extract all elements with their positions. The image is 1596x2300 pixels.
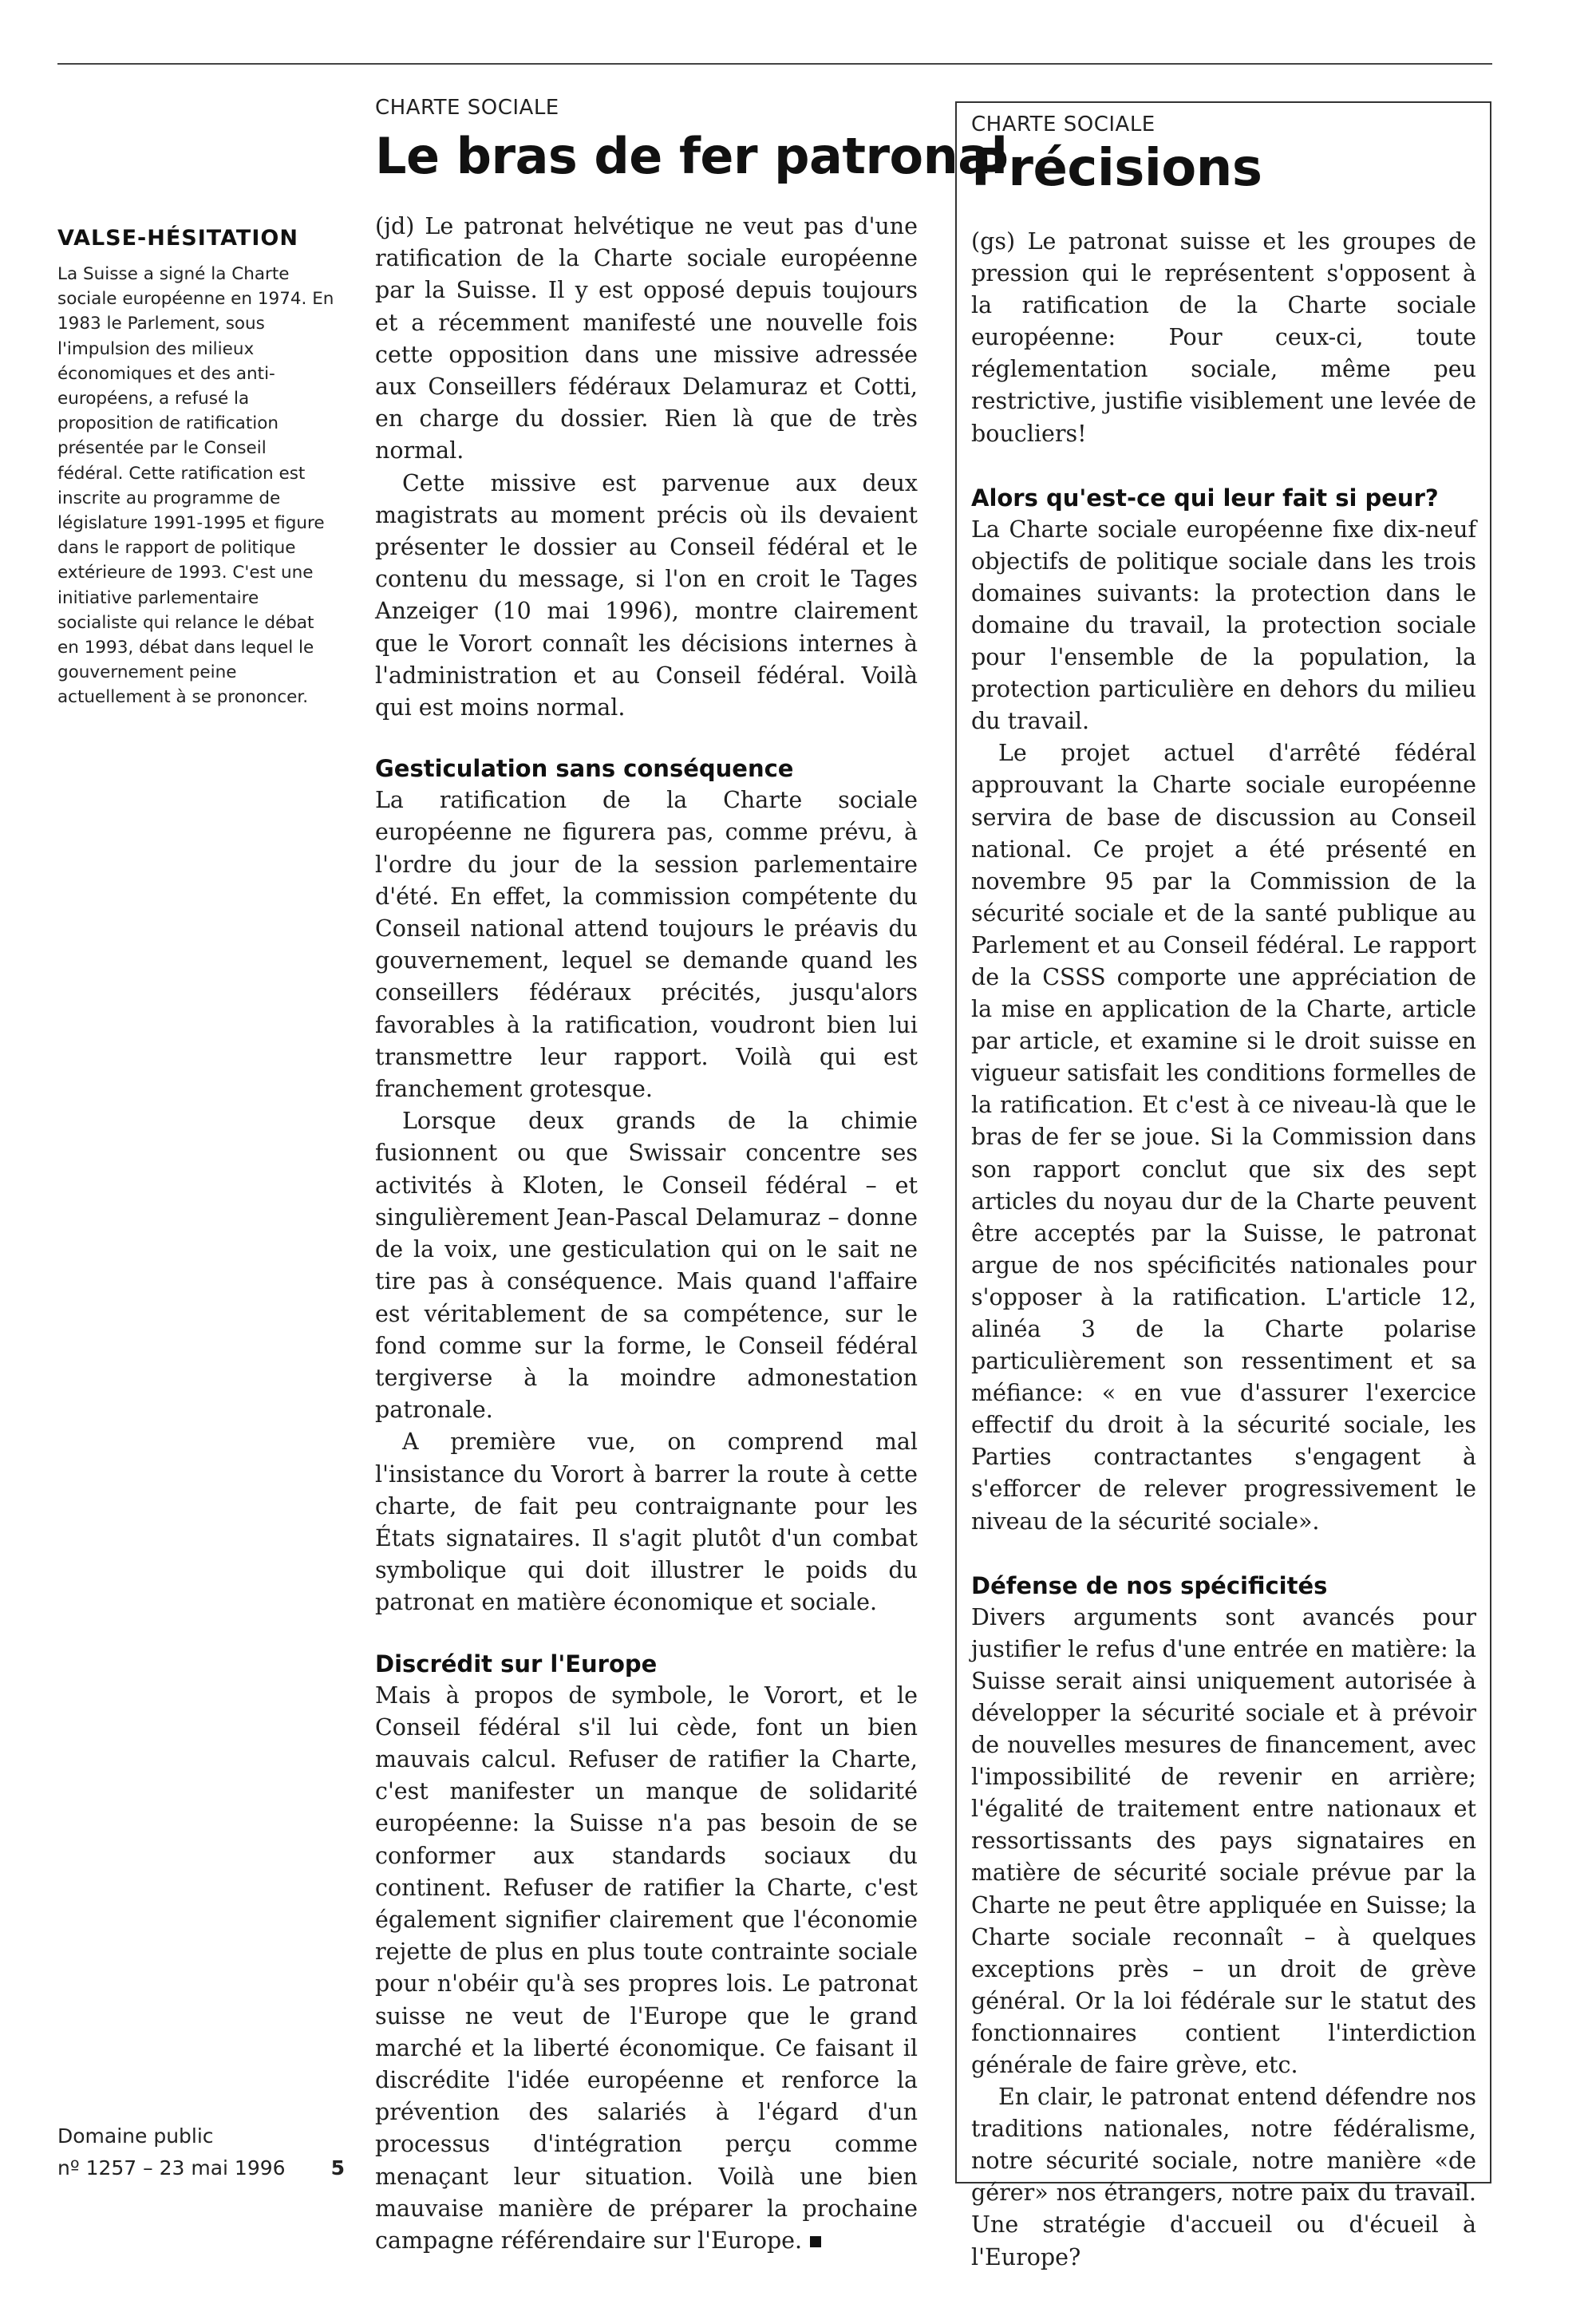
main-body <box>375 211 918 2257</box>
sidebar-box-article <box>955 101 1491 2270</box>
paragraph: Lorsque deux grands de la chimie fusionnent ou que Swissair concentre ses activités à Kloten, le Conseil fédéral – et singulièrement Jean-Pascal Delamuraz – donne de la voix, une gesticulation qui on le sait ne tire pas à conséquence. Mais quand l'affaire est véritablement de sa compétence, sur le fond comme sur la forme, le Conseil fédéral tergiverse à la moindre admonestation patronale. <box>375 1108 918 1424</box>
main-kicker: CHARTE SOCIALE <box>375 96 559 120</box>
section-heading: Discrédit sur l'Europe <box>375 1650 658 1678</box>
section-heading: Alors qu'est-ce qui leur fait si peur? <box>971 484 1439 512</box>
section-heading: Gesticulation sans conséquence <box>375 755 794 783</box>
section-heading: Défense de nos spécificités <box>971 1571 1328 1599</box>
paragraph: La Charte sociale européenne fixe dix-neuf objectifs de politique sociale dans les trois domaines suivants: la protection dans le domaine du travail, la protection sociale pour l'ensemble de la population, la protection particulière en dehors du milieu du travail. <box>971 516 1476 735</box>
sidebar-title: VALSE-HÉSITATION <box>57 226 298 251</box>
box-kicker: CHARTE SOCIALE <box>971 113 1156 136</box>
publication-name: Domaine public <box>57 2124 214 2148</box>
paragraph: La ratification de la Charte sociale européenne ne figurera pas, comme prévu, à l'ordre du jour de la session parlementaire d'été. En effet, la commission compétente du Conseil national attend toujours le préavis du gouvernement, lequel se demande quand les conseillers fédéraux précités, jusqu'alors favorables à la ratification, voudront bien lui transmettre leur rapport. Voilà qui est franchement grotesque. <box>375 787 918 1103</box>
paragraph-text: Mais à propos de symbole, le Vorort, et le Conseil fédéral s'il lui cède, font un bien mauvais calcul. Refuser de ratifier la Charte, c'est manifester un manque de solidarité européenne: la Suisse n'a pas besoin de se conformer aux standards sociaux du continent. Refuser de ratifier la Charte, c'est également signifier clairement que l'économie rejette de plus en plus toute contrainte sociale pour n'obéir qu'à ses propres lois. Le patronat suisse ne veut de l'Europe que le grand marché et la liberté économique. Ce faisant il discrédite l'idée européenne et renforce la prévention des salariés à l'égard d'un processus d'intégration perçu comme menaçant leur situation. Voilà une bien mauvaise manière de préparer la prochaine campagne référendaire sur l'Europe. <box>375 1682 918 2254</box>
top-rule <box>57 63 1492 65</box>
end-of-article-mark <box>810 2236 821 2247</box>
page-number: 5 <box>330 2156 345 2179</box>
box-body <box>971 226 1476 2274</box>
sidebar <box>57 226 337 710</box>
paragraph: (gs) Le patronat suisse et les groupes de pression qui le représentent s'opposent à la ratification de la Charte sociale européenne: Pour ceux-ci, toute réglementation sociale, même peu restrictive, justifie visiblement une levée de boucliers! <box>971 228 1476 447</box>
paragraph: A première vue, on comprend mal l'insistance du Vorort à barrer la route à cette charte, de fait peu contraignante pour les États signataires. Il s'agit plutôt d'un combat symbolique qui doit illustrer le poids du patronat en matière économique et sociale. <box>375 1429 918 1616</box>
paragraph: Cette missive est parvenue aux deux magistrats au moment précis où ils devaient présenter le dossier au Conseil fédéral et le contenu du message, si l'on en croit le Tages Anzeiger (10 mai 1996), montre clairement que le Vorort connaît les décisions internes à l'administration et au Conseil fédéral. Voilà qui est moins normal. <box>375 469 918 721</box>
paragraph: Le projet actuel d'arrêté fédéral approuvant la Charte sociale européenne servira de base de discussion au Conseil national. Ce projet a été présenté en novembre 95 par la Commission de la sécurité sociale et de la santé publique au Parlement et au Conseil fédéral. Le rapport de la CSSS comporte une appréciation de la mise en application de la Charte, article par article, et examine si le droit suisse en vigueur satisfait les conditions formelles de la ratification. Et c'est à ce niveau-là que le bras de fer se joue. Si la Commission dans son rapport conclut que six des sept articles du noyau dur de la Charte peuvent être acceptés par la Suisse, le patronat argue de nos spécificités nationales pour s'opposer à la ratification. L'article 12, alinéa 3 de la Charte polarise particulièrement son ressentiment et sa méfiance: « en vue d'assurer l'exercice effectif du droit à la sécurité sociale, les Parties contractantes s'engagent à s'efforcer de relever progressivement le niveau de la sécurité sociale». <box>971 740 1476 1535</box>
paragraph <box>375 1680 918 2258</box>
paragraph: (jd) Le patronat helvétique ne veut pas d'une ratification de la Charte sociale européenne par la Suisse. Il y est opposé depuis toujours et a récemment manifesté une nouvelle fois cette opposition dans une missive adressée aux Conseillers fédéraux Delamuraz et Cotti, en charge du dossier. Rien là que de très normal. <box>375 213 918 464</box>
main-headline: Le bras de fer patronal <box>375 127 1008 185</box>
sidebar-text: La Suisse a signé la Charte sociale européenne en 1974. En 1983 le Parlement, sous l'impulsion des milieux économiques et des anti-européens, a refusé la proposition de ratification présentée par le Conseil fédéral. Cette ratification est inscrite au programme de législature 1991-1995 et figure dans le rapport de politique extérieure de 1993. C'est une initiative parlementaire socialiste qui relance le débat en 1993, débat dans lequel le gouvernement peine actuellement à se prononcer. <box>57 264 334 708</box>
footer <box>57 2120 345 2184</box>
paragraph: En clair, le patronat entend défendre nos traditions nationales, notre fédéralisme, notre sécurité sociale, notre manière «de gérer» nos étrangers, notre paix du travail. Une stratégie d'accueil ou d'écueil à l'Europe? <box>971 2084 1476 2270</box>
paragraph: Divers arguments sont avancés pour justifier le refus d'une entrée en matière: la Suisse serait ainsi uniquement autorisée à développer la sécurité sociale et à prévoir de nouvelles mesures de financement, avec l'impossibilité de revenir en arrière; l'égalité de traitement entre nationaux et ressortissants des pays signataires en matière de sécurité sociale prévue par la Charte ne peut être appliquée en Suisse; la Charte sociale reconnaît – à quelques exceptions près – un droit de grève général. Or la loi fédérale sur le statut des fonctionnaires contient l'interdiction générale de faire grève, etc. <box>971 1603 1476 2078</box>
issue-number: nº 1257 – 23 mai 1996 <box>57 2156 286 2179</box>
box-headline: Précisions <box>971 139 1262 198</box>
main-article <box>375 94 1008 2257</box>
